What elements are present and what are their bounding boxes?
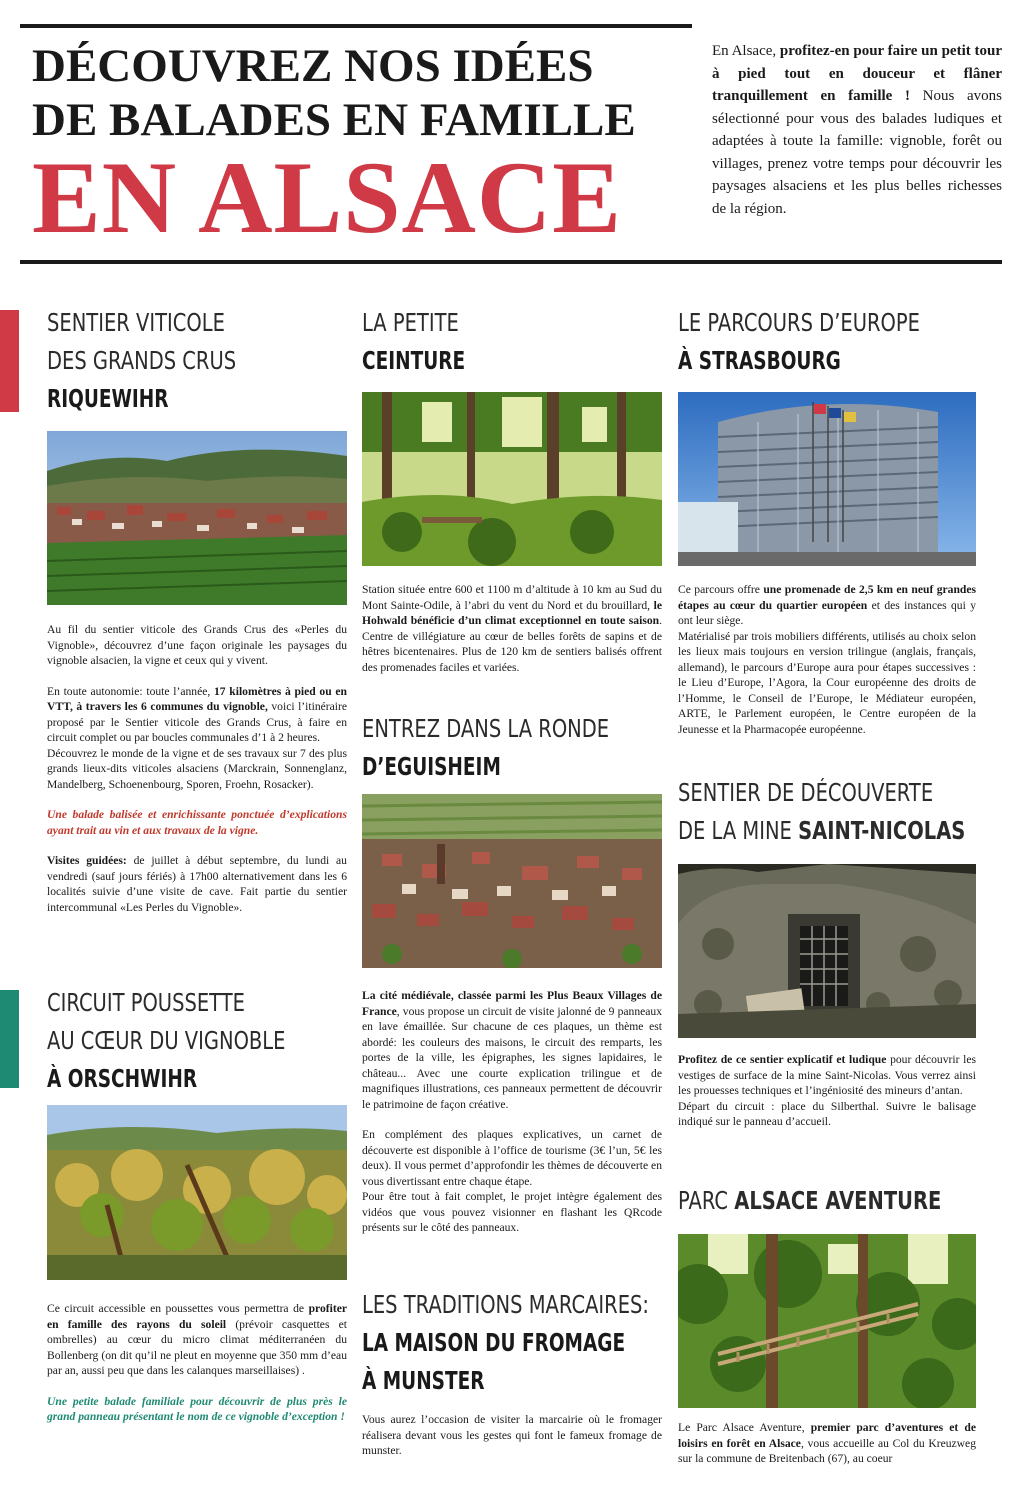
orschwihr-heading-2: AU CŒUR DU VIGNOBLE	[47, 1026, 286, 1055]
riquewihr-p2-highlight: 17 kilomètres à pied ou en VTT, à travers les 6 communes du vignoble,	[47, 684, 347, 713]
mine-paragraph-1	[678, 1052, 976, 1099]
eguisheim-paragraph-3: Pour être tout à fait complet, le projet intègre également des vidéos que vous pouvez visionner en flashant les QRcode présents sur le côté des panneaux.	[362, 1190, 662, 1234]
intro-highlight: profitez-en pour faire un petit tour à pied tout en douceur et flâner tranquillement en famille !	[712, 43, 1002, 104]
mine-heading-2-light: DE LA MINE	[678, 816, 799, 845]
mine-p1-highlight: Profitez de ce sentier explicatif et ludique	[678, 1053, 887, 1066]
mine-heading-2	[678, 816, 965, 846]
strasbourg-body	[678, 582, 976, 737]
forest-photo	[362, 392, 662, 566]
orschwihr-heading-3: À ORSCHWIHR	[47, 1064, 198, 1093]
headline-line-1: DÉCOUVREZ NOS IDÉES	[32, 40, 594, 92]
munster-heading-2: LA MAISON DU FROMAGE	[362, 1328, 626, 1357]
riquewihr-paragraph-2	[47, 684, 347, 746]
ceinture-paragraph-1	[362, 582, 662, 675]
eguisheim-p1-highlight: La cité médiévale, classée parmi les Plus Beaux Villages de France	[362, 989, 662, 1018]
strasbourg-heading-2: À STRASBOURG	[678, 346, 841, 375]
orschwihr-paragraph-2: Une petite balade familiale pour découvrir de plus près le grand panneau présentant le nom de ce vignoble d’exception !	[47, 1394, 347, 1423]
strasbourg-paragraph-1	[678, 582, 976, 629]
aventure-paragraph-1	[678, 1420, 976, 1467]
aventure-body	[678, 1420, 976, 1467]
riquewihr-p5-label: Visites guidées:	[47, 854, 127, 867]
vineyard-rows-photo	[47, 1105, 347, 1280]
eguisheim-paragraph-1	[362, 988, 662, 1112]
orschwihr-p1-rest: (prévoir casquettes et ombrelles) au cœur du micro climat méditerranéen du Bollenberg (on dit qu’il ne pleut en moyenne que 350 mm d’eau par an, aussi peu que dans les calanques marseillaises) .	[47, 1317, 347, 1377]
riquewihr-p2-rest: voici l’itinéraire proposé par le Sentier viticole des Grands Crus, à faire en circuit complet ou par boucles communales d’1 à 2 heures.	[47, 700, 347, 744]
european-parliament-photo	[678, 392, 976, 566]
riquewihr-heading-1: SENTIER VITICOLE	[47, 308, 225, 337]
headline-line-2: DE BALADES EN FAMILLE	[32, 94, 636, 146]
riquewihr-heading-2: DES GRANDS CRUS	[47, 346, 237, 375]
riquewihr-paragraph-5	[47, 853, 347, 915]
treetop-course-photo	[678, 1234, 976, 1408]
munster-paragraph-1: Vous aurez l’occasion de visiter la marcairie où le fromager réalisera devant vous les gestes qui font le fameux fromage de munster.	[362, 1413, 662, 1457]
orschwihr-body	[47, 1301, 347, 1425]
aventure-p1-highlight: premier parc d’aventures et de loisirs en forêt en Alsace	[678, 1421, 976, 1450]
mine-paragraph-2: Départ du circuit : place du Silberthal. Suivre le balisage indiqué sur le panneau d’accueil.	[678, 1099, 976, 1128]
orschwihr-heading-1: CIRCUIT POUSSETTE	[47, 988, 245, 1017]
ceinture-p1-text: Station située entre 600 et 1100 m d’altitude à 10 km au Sud du Mont Sainte-Odile, à l’abri du vent du Nord et du brouillard,	[362, 583, 662, 612]
orschwihr-p1-text: Ce circuit accessible en poussettes vous permettra de	[47, 1302, 309, 1315]
intro-paragraph	[712, 40, 1002, 220]
aventure-heading-bold: ALSACE AVENTURE	[734, 1186, 942, 1215]
red-accent-bar	[0, 310, 19, 412]
mine-entrance-photo	[678, 864, 976, 1038]
header-bottom-rule	[20, 260, 1002, 264]
eguisheim-p1-text: , vous propose un circuit de visite jalonné de 9 panneaux en lave émaillée. Sur chacune de ces plaques, un thème est abordé: les couleurs des maisons, le circuit des remparts, les portes de la ville, les épigraphes, les signes lapidaires, le château... Avec une courte explication trilingue et de magnifiques illustrations, ces panneaux permettent de découvrir le patrimoine de façon créative.	[362, 1004, 662, 1111]
eguisheim-body	[362, 988, 662, 1236]
orschwihr-p1-highlight: profiter en famille des rayons du soleil	[47, 1302, 347, 1331]
strasbourg-p1-text: Ce parcours offre	[678, 583, 764, 596]
eguisheim-heading-1: ENTREZ DANS LA RONDE	[362, 714, 610, 743]
mine-heading-1: SENTIER DE DÉCOUVERTE	[678, 778, 934, 807]
strasbourg-paragraph-2: Matérialisé par trois mobiliers différents, utilisés au choix selon les lieux mais toujours en version trilingue (anglais, français, allemand), le parcours d’Europe aura pour étapes successives : le Lieu d’Europe, l’Agora, la Cour européenne des droits de l’Homme, le Conseil de l’Europe, le Médiateur européen, ARTE, le Parlement européen, le Centre européen de la Jeunesse et la Pharmacopée européenne.	[678, 629, 976, 736]
aventure-heading-light: PARC	[678, 1186, 735, 1215]
riquewihr-heading-3: RIQUEWIHR	[47, 384, 169, 413]
ceinture-heading-1: LA PETITE	[362, 308, 459, 337]
top-rule	[20, 24, 692, 28]
intro-text: En Alsace,	[712, 43, 780, 59]
orschwihr-paragraph-1	[47, 1301, 347, 1379]
eguisheim-paragraph-2: En complément des plaques explicatives, un carnet de découverte est disponible à l’office de tourisme (3€ l’un, 5€ les deux). Il vous permet d’approfondir les thèmes de découverte en vous divertissant entre chaque étape.	[362, 1128, 662, 1188]
riquewihr-p5-text: de juillet à début septembre, du lundi au vendredi (sauf jours fériés) à 17h00 alternativement dans les 6 localités suivie d’une visite de cave. Fait partie du sentier intercommunal «Les Perles du Vignoble».	[47, 854, 347, 914]
riquewihr-paragraph-4: Une balade balisée et enrichissante ponctuée d’explications ayant trait au vin et aux travaux de la vigne.	[47, 808, 347, 837]
mine-p1-text: pour découvrir les vestiges de surface de la mine Saint-Nicolas. Vous verrez ainsi les prouesses techniques et l’ingéniosité des mineurs d’antan.	[678, 1053, 977, 1097]
vineyard-village-photo	[47, 431, 347, 605]
munster-heading-1: LES TRADITIONS MARCAIRES:	[362, 1290, 649, 1319]
riquewihr-paragraph-3: Découvrez le monde de la vigne et de ses travaux sur 7 des plus grands lieux-dits viticoles alsaciens (Marckrain, Sonnenglanz, Mandelberg, Schoenenbourg, Sporen, Froehn, Rosacker).	[47, 746, 347, 791]
ceinture-heading-2: CEINTURE	[362, 346, 466, 375]
eguisheim-heading-2: D’EGUISHEIM	[362, 752, 501, 781]
headline-line-3: EN ALSACE	[32, 141, 622, 255]
mine-body	[678, 1052, 976, 1130]
mine-heading-2-bold: SAINT-NICOLAS	[798, 816, 966, 845]
strasbourg-p1-highlight: une promenade de 2,5 km en neuf grandes étapes au cœur du quartier européen	[678, 583, 976, 612]
aventure-heading	[678, 1186, 941, 1216]
munster-heading-3: À MUNSTER	[362, 1366, 485, 1395]
ceinture-body	[362, 582, 662, 675]
aventure-p1-text: Le Parc Alsace Aventure,	[678, 1421, 811, 1434]
ceinture-p1-rest: . Centre de villégiature au cœur de belles forêts de sapins et de hêtres bicentenaires. Plus de 120 km de sentiers balisés offrent des promenades faciles et variées.	[362, 614, 662, 674]
eguisheim-aerial-photo	[362, 794, 662, 968]
riquewihr-paragraph-1: Au fil du sentier viticole des Grands Crus des «Perles du Vignoble», découvrez d’une façon originale les paysages du vignoble alsacien, la vigne et ceux qui y vivent.	[47, 623, 347, 667]
riquewihr-body	[47, 622, 347, 915]
aventure-p1-rest: , vous accueille au Col du Kreuzweg sur la commune de Breitenbach (67), au coeur	[678, 1436, 977, 1465]
strasbourg-heading-1: LE PARCOURS D’EUROPE	[678, 308, 920, 337]
teal-accent-bar	[0, 990, 19, 1088]
strasbourg-p1-rest: et des instances qui y ont leur siège.	[678, 598, 976, 627]
riquewihr-p2-text: En toute autonomie: toute l’année,	[47, 684, 214, 698]
munster-body	[362, 1412, 662, 1459]
ceinture-p1-highlight: le Hohwald bénéficie d’un climat exceptionnel en toute saison	[362, 598, 662, 627]
intro-text-rest: Nous avons sélectionné pour vous des balades ludiques et adaptées à toute la famille: vignoble, forêt ou villages, prenez votre temps pour découvrir les paysages alsaciens et les plus belles richesses de la région.	[712, 88, 1002, 217]
